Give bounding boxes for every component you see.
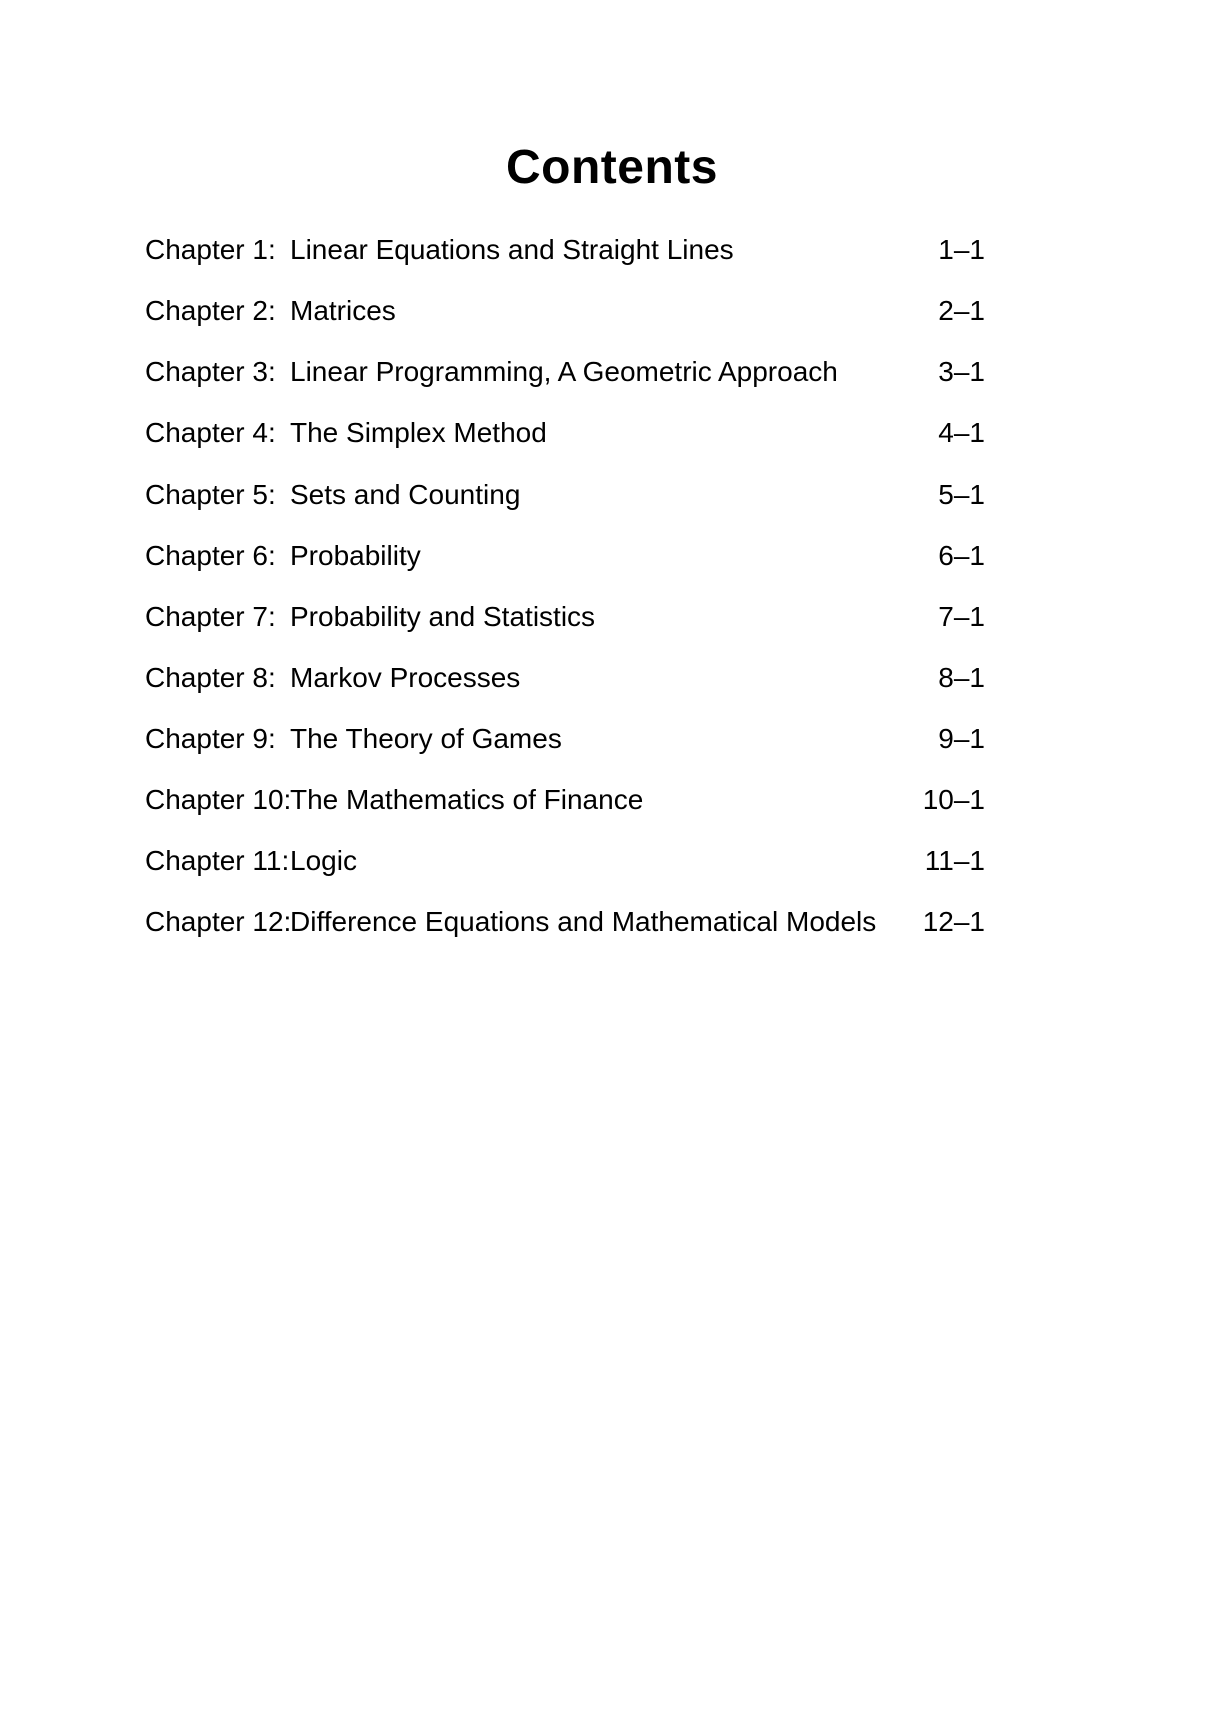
toc-entry: [145, 416, 985, 450]
chapter-title: The Theory of Games: [290, 722, 562, 754]
toc-entry: [145, 600, 985, 634]
toc-entry: [145, 539, 985, 573]
chapter-label: Chapter 3:: [145, 356, 276, 388]
toc-entry: [145, 783, 985, 817]
chapter-label: Chapter 8:: [145, 661, 276, 693]
chapter-title: The Mathematics of Finance: [290, 784, 644, 816]
chapter-label: Chapter 7:: [145, 600, 276, 632]
chapter-title: The Simplex Method: [290, 417, 547, 449]
chapter-page-number: 5–1: [938, 478, 985, 510]
chapter-page-number: 12–1: [922, 906, 985, 938]
chapter-label: Chapter 10:: [145, 784, 292, 816]
chapter-label: Chapter 9:: [145, 722, 276, 754]
chapter-page-number: 11–1: [924, 845, 985, 877]
document-page: [0, 140, 1224, 1724]
chapter-label: Chapter 11:: [145, 845, 290, 877]
chapter-title: Sets and Counting: [290, 478, 521, 510]
chapter-title: Linear Programming, A Geometric Approach: [290, 356, 838, 388]
chapter-label: Chapter 12:: [145, 906, 292, 938]
chapter-page-number: 6–1: [938, 539, 985, 571]
toc-entry: [145, 844, 985, 878]
table-of-contents: [145, 233, 985, 939]
chapter-title: Probability and Statistics: [290, 600, 596, 632]
chapter-title: Probability: [290, 539, 421, 571]
chapter-page-number: 10–1: [922, 784, 985, 816]
toc-entry: [145, 355, 985, 389]
page-title: Contents: [506, 141, 718, 194]
chapter-title: Logic: [290, 845, 357, 877]
chapter-label: Chapter 1:: [145, 234, 276, 266]
chapter-label: Chapter 5:: [145, 478, 276, 510]
chapter-label: Chapter 4:: [145, 417, 276, 449]
toc-entry: [145, 722, 985, 756]
chapter-page-number: 9–1: [938, 722, 985, 754]
toc-entry: [145, 905, 985, 939]
chapter-page-number: 8–1: [938, 661, 985, 693]
chapter-title: Linear Equations and Straight Lines: [290, 234, 734, 266]
chapter-page-number: 4–1: [938, 417, 985, 449]
chapter-page-number: 7–1: [938, 600, 985, 632]
toc-entry: [145, 661, 985, 695]
chapter-page-number: 2–1: [938, 295, 985, 327]
chapter-title: Matrices: [290, 295, 396, 327]
toc-entry: [145, 478, 985, 512]
chapter-page-number: 3–1: [938, 356, 985, 388]
chapter-page-number: 1–1: [938, 234, 985, 266]
toc-entry: [145, 233, 985, 267]
toc-entry: [145, 294, 985, 328]
chapter-title: Difference Equations and Mathematical Models: [290, 906, 877, 938]
chapter-title: Markov Processes: [290, 661, 521, 693]
chapter-label: Chapter 6:: [145, 539, 276, 571]
chapter-label: Chapter 2:: [145, 295, 276, 327]
